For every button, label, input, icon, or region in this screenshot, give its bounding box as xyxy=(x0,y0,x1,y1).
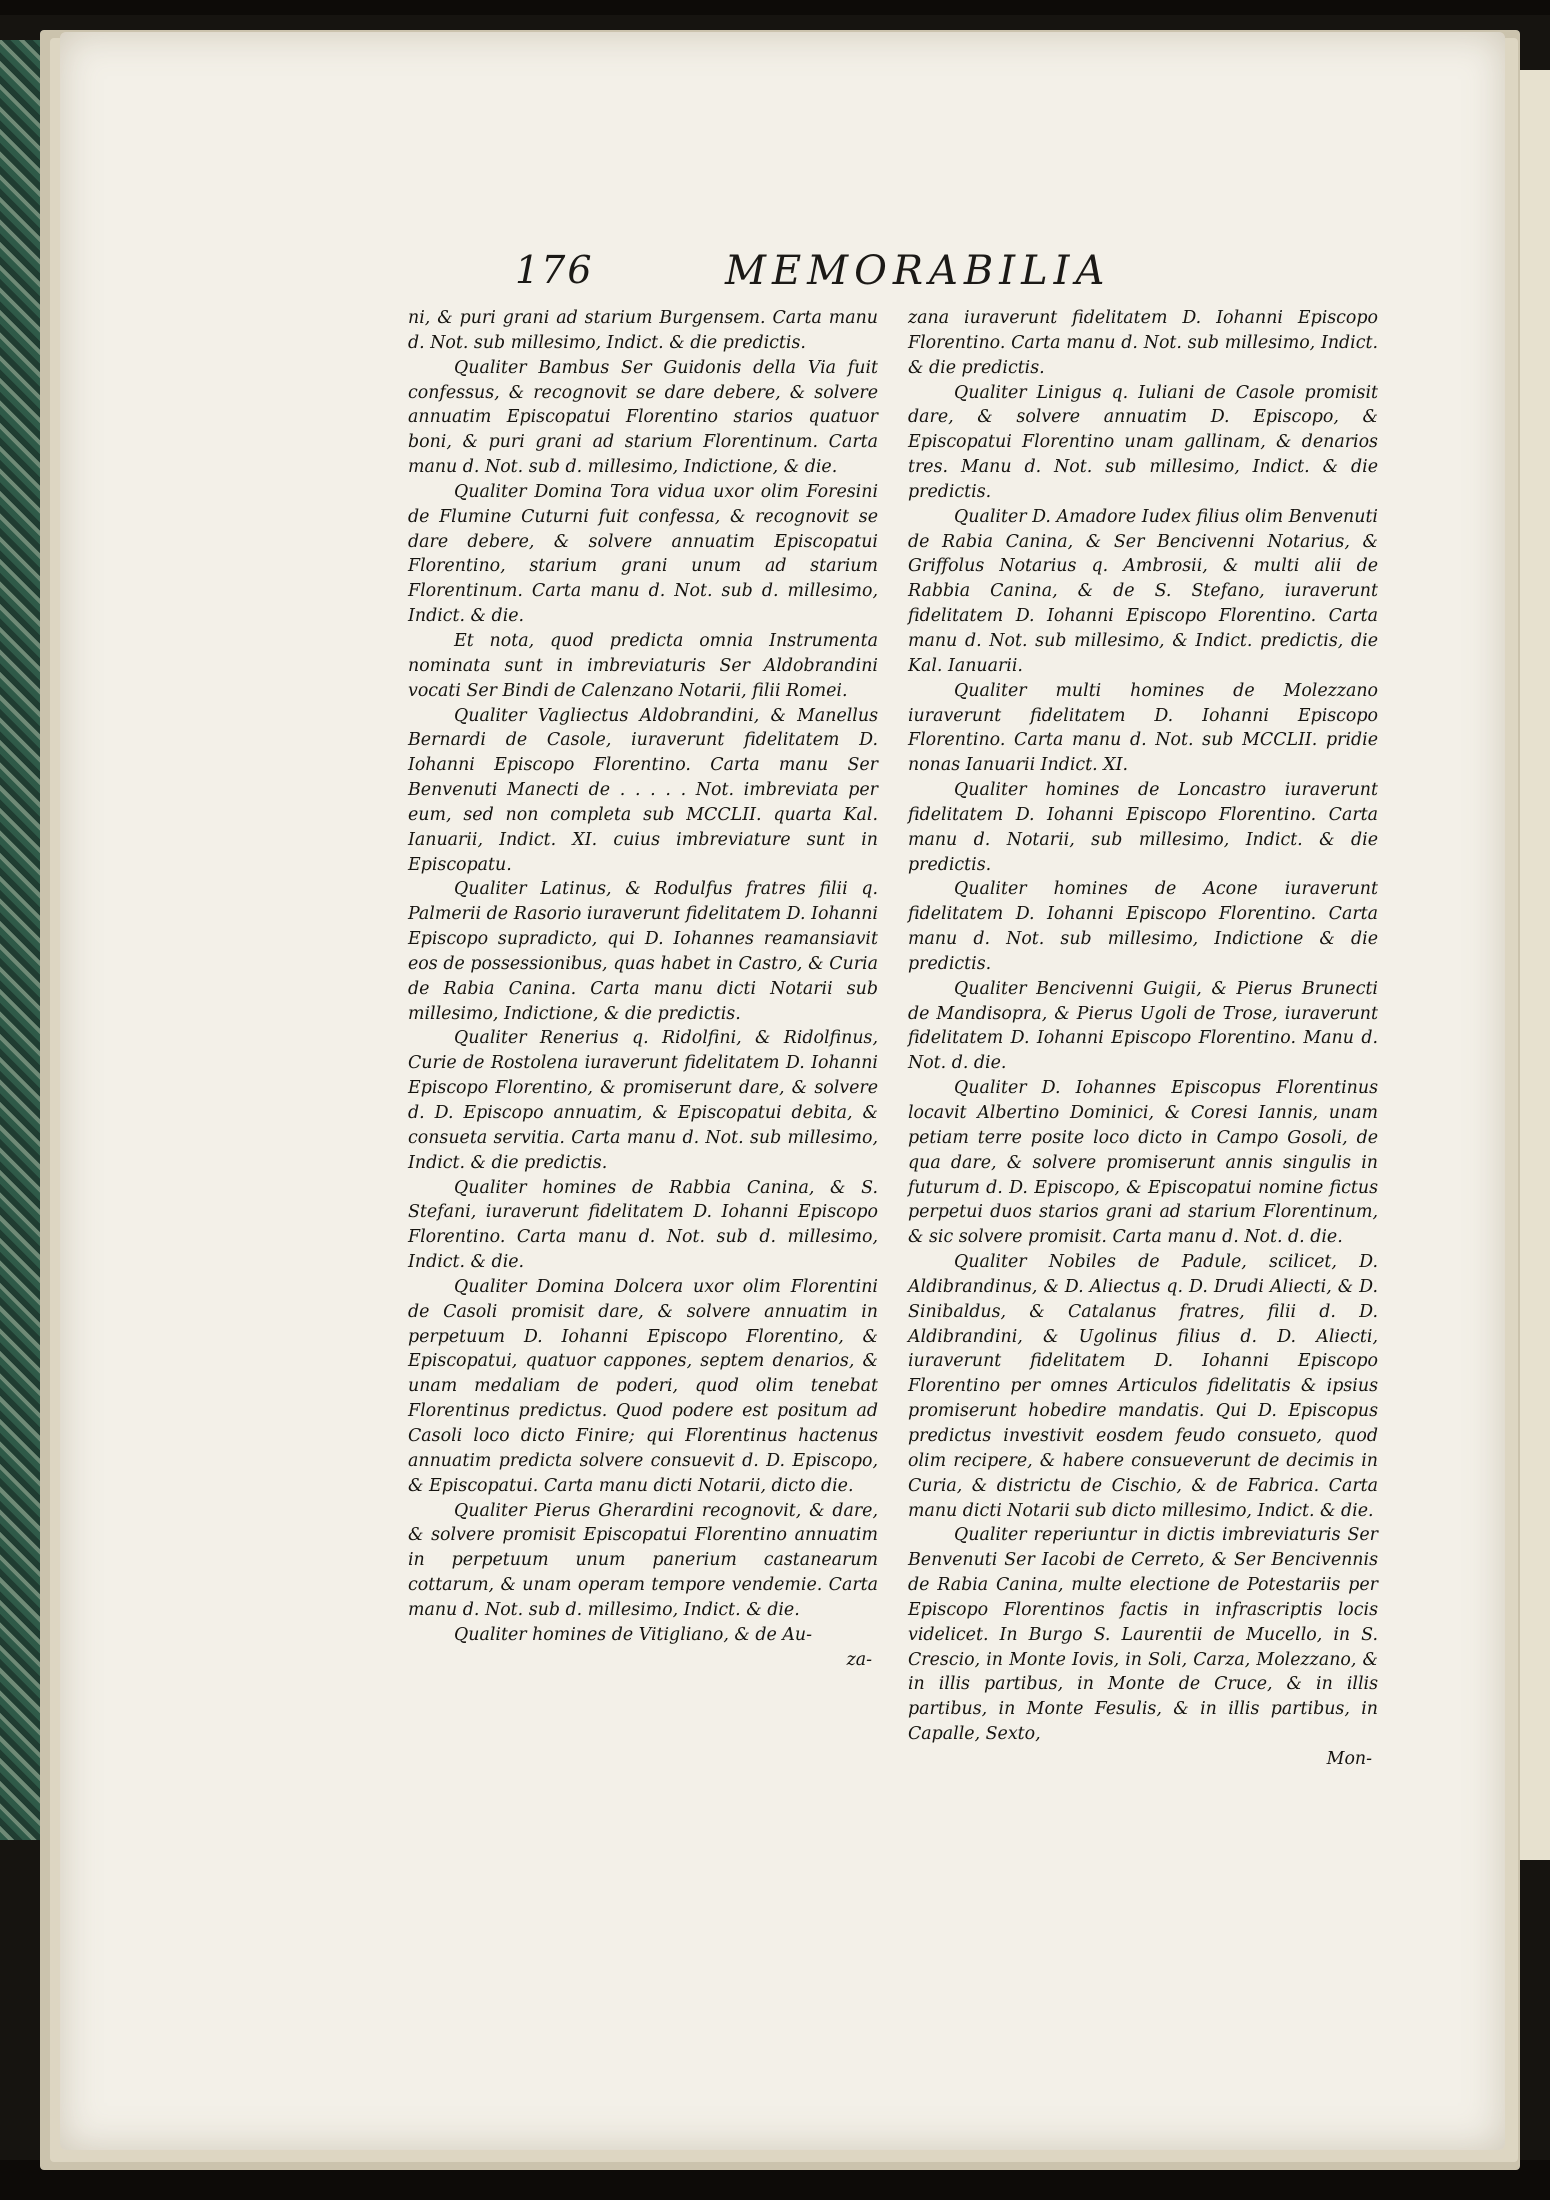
paragraph: Et nota, quod predicta omnia Instrumenta nominata sunt in imbreviaturis Ser Aldobrandini vocati Ser Bindi de Calenzano Notarii, filii Romei. xyxy=(408,630,878,701)
paragraph: Qualiter Latinus, & Rodulfus fratres filii q. Palmerii de Rasorio iuraverunt fidelitatem D. Iohanni Episcopo supradicto, qui D. Iohannes reamansiavit eos de possessionibus, quas habet in Castro, & Curia de Rabia Canina. Carta manu dicti Notarii sub millesimo, Indictione, & die predictis. xyxy=(408,879,878,1024)
page-header xyxy=(455,248,1255,298)
paragraph: Qualiter homines de Rabbia Canina, & S. Stefani, iuraverunt fidelitatem D. Iohanni Episcopo Florentino. Carta manu d. Not. sub d. millesimo, Indict. & die. xyxy=(408,1177,878,1273)
paragraph: Qualiter Linigus q. Iuliani de Casole promisit dare, & solvere annuatim D. Episcopo, & Episcopatui Florentino unam gallinam, & denarios tres. Manu d. Not. sub millesimo, Indict. & die predictis. xyxy=(908,382,1378,502)
paragraph: Qualiter Domina Tora vidua uxor olim Foresini de Flumine Cuturni fuit confessa, & recognovit se dare debere, & solvere annuatim Episcopatui Florentino, starium grani unum ad starium Florentinum. Carta manu d. Not. sub d. millesimo, Indict. & die. xyxy=(408,481,878,627)
right-column xyxy=(908,306,1378,1772)
paragraph: Qualiter homines de Vitigliano, & de Au- xyxy=(454,1624,813,1645)
left-column xyxy=(408,306,878,1672)
paragraph: Qualiter homines de Loncastro iuraverunt fidelitatem D. Iohanni Episcopo Florentino. Carta manu d. Notarii, sub millesimo, Indict. & die predictis. xyxy=(908,780,1378,875)
paragraph: Qualiter Bencivenni Guigii, & Pierus Brunecti de Mandisopra, & Pierus Ugoli de Trose, iuraverunt fidelitatem D. Iohanni Episcopo Florentino. Manu d. Not. d. die. xyxy=(908,978,1378,1074)
paragraph: Qualiter homines de Acone iuraverunt fidelitatem D. Iohanni Episcopo Florentino. Carta manu d. Not. sub millesimo, Indictione & die predictis. xyxy=(908,879,1378,974)
paragraph: Qualiter D. Amadore Iudex filius olim Benvenuti de Rabia Canina, & Ser Bencivenni Notarius, & Griffolus Notarius q. Ambrosii, & multi alii de Rabbia Canina, & de S. Stefano, iuraverunt fidelitatem D. Iohanni Episcopo Florentino. Carta manu d. Not. sub millesimo, & Indict. predictis, die Kal. Ianuarii. xyxy=(908,506,1378,676)
paragraph: Qualiter Pierus Gherardini recognovit, & dare, & solvere promisit Episcopatui Florentino annuatim in perpetuum unum panerium castanearum cottarum, & unam operam tempore vendemie. Carta manu d. Not. sub d. millesimo, Indict. & die. xyxy=(408,1500,878,1620)
paragraph: Qualiter Renerius q. Ridolfini, & Ridolfinus, Curie de Rostolena iuraverunt fidelitatem D. Iohanni Episcopo Florentino, & promiserunt dare, & solvere d. D. Episcopo annuatim, & Episcopatui debita, & consueta servitia. Carta manu d. Not. sub millesimo, Indict. & die predictis. xyxy=(408,1028,878,1173)
paragraph: Qualiter Domina Dolcera uxor olim Florentini de Casoli promisit dare, & solvere annuatim in perpetuum D. Iohanni Episcopo Florentino, & Episcopatui, quatuor cappones, septem denarios, & unam medaliam de poderi, quod olim tenebat Florentinus predictus. Quod podere est positum ad Casoli loco dicto Finire; qui Florentinus hactenus annuatim predicta solvere consuevit d. D. Episcopo, & Episcopatui. Carta manu dicti Notarii, dicto die. xyxy=(408,1276,878,1496)
running-title: MEMORABILIA xyxy=(725,248,1111,294)
paragraph: Qualiter reperiuntur in dictis imbreviaturis Ser Benvenuti Ser Iacobi de Cerreto, & Ser Bencivennis de Rabia Canina, multe electione de Potestariis per Episcopo Florentinos factis in infrascriptis locis videlicet. In Burgo S. Laurentii de Mucello, in S. Crescio, in Monte Iovis, in Soli, Carza, Molezzano, & in illis partibus, in Monte de Cruce, & in illis partibus, in Monte Fesulis, & in illis partibus, in Capalle, Sexto, xyxy=(908,1525,1378,1745)
paragraph: Qualiter Nobiles de Padule, scilicet, D. Aldibrandinus, & D. Aliectus q. D. Drudi Aliecti, & D. Sinibaldus, & Catalanus fratres, filii d. D. Aldibrandini, & Ugolinus filius d. D. Aliecti, iuraverunt fidelitatem D. Iohanni Episcopo Florentino per omnes Articulos fidelitatis & ipsius promiserunt hobedire mandatis. Qui D. Episcopus predictus investivit eosdem feudo consueto, quod olim recipere, & habere consueverunt de decimis in Curia, & districtu de Cischio, & de Fabrica. Carta manu dicti Notarii sub dicto millesimo, Indict. & die. xyxy=(908,1252,1378,1521)
paragraph: Qualiter Vagliectus Aldobrandini, & Manellus Bernardi de Casole, iuraverunt fidelitatem D. Iohanni Episcopo Florentino. Carta manu Ser Benvenuti Manecti de . . . . . Not. imbreviata per eum, sed non completa sub MCCLII. quarta Kal. Ianuarii, Indict. XI. cuius imbreviature sunt in Episcopatu. xyxy=(408,705,878,875)
paragraph: ni, & puri grani ad starium Burgensem. Carta manu d. Not. sub millesimo, Indict. & die predictis. xyxy=(408,308,878,353)
paragraph: Qualiter Bambus Ser Guidonis della Via fuit confessus, & recognovit se dare debere, & solvere annuatim Episcopatui Florentino starios quatuor boni, & puri grani ad starium Florentinum. Carta manu d. Not. sub d. millesimo, Indictione, & die. xyxy=(408,357,878,478)
catchword: za- xyxy=(846,1649,872,1670)
page-number: 176 xyxy=(515,248,594,292)
paragraph: Qualiter multi homines de Molezzano iuraverunt fidelitatem D. Iohanni Episcopo Florentino. Carta manu d. Not. sub MCCLII. pridie nonas Ianuarii Indict. XI. xyxy=(908,680,1378,776)
catchword: Mon- xyxy=(1326,1748,1372,1769)
paragraph: zana iuraverunt fidelitatem D. Iohanni Episcopo Florentino. Carta manu d. Not. sub millesimo, Indict. & die predictis. xyxy=(908,308,1378,378)
paragraph: Qualiter D. Iohannes Episcopus Florentinus locavit Albertino Dominici, & Coresi Iannis, unam petiam terre posite loco dicto in Campo Gosoli, de qua dare, & solvere promiserunt annis singulis in futurum d. D. Episcopo, & Episcopatui nomine fictus perpetui duos starios grani ad starium Florentinum, & sic solvere promisit. Carta manu d. Not. d. die. xyxy=(908,1078,1378,1248)
